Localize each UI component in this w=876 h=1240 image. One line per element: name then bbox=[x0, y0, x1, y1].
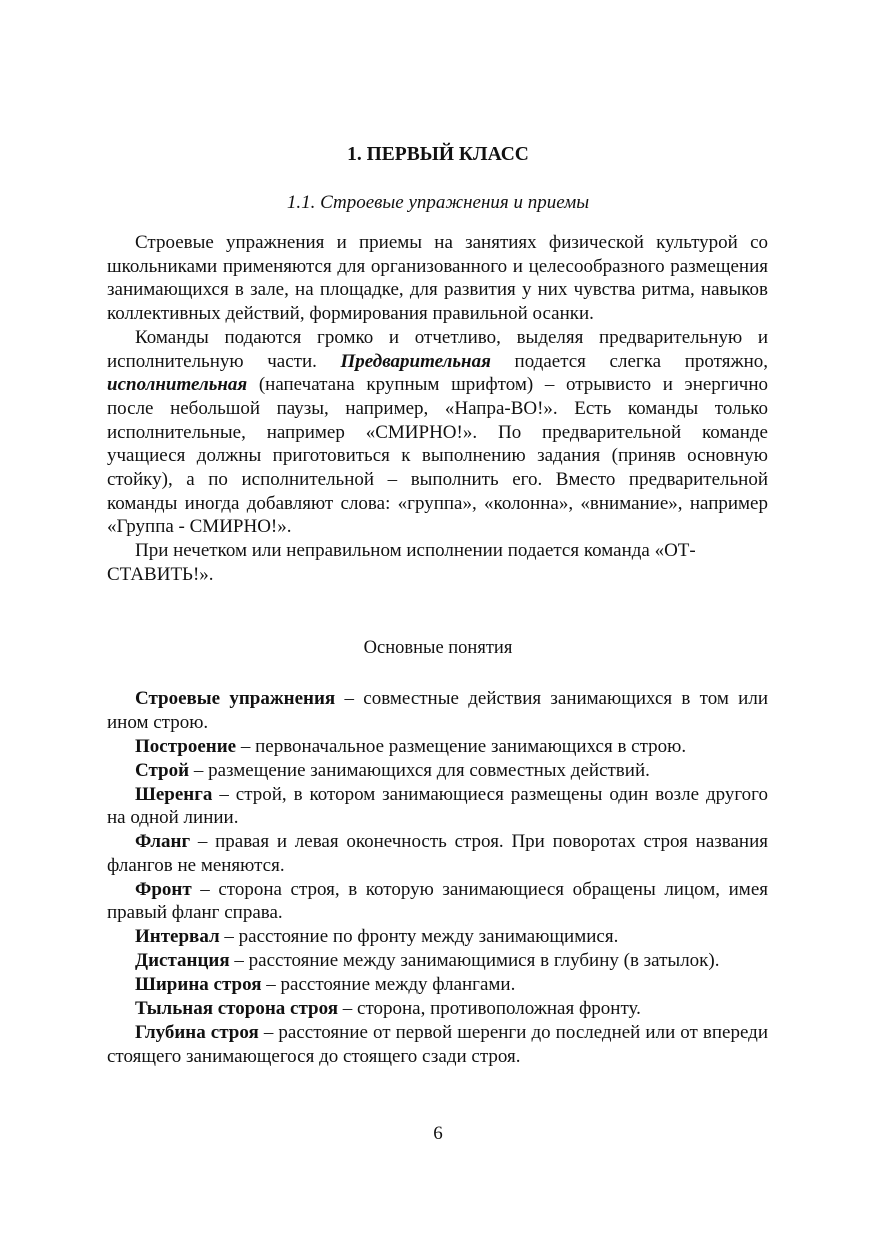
definition-item bbox=[107, 949, 768, 973]
definition-item bbox=[107, 997, 768, 1021]
definition-text: – совместные действия занимающихся в том или ином строю. bbox=[107, 688, 768, 733]
definition-term: Фронт bbox=[135, 878, 192, 900]
paragraph-2-part-e: (напечатана крупным шрифтом) – отрывисто и энергично после небольшой паузы, например, «Напра-ВО!». Есть команды только исполнительные, например «СМИРНО!». По предварительной команде учащиеся должны приготовиться к выполнению задания (приняв основную стойку), а по исполнительной – выполнить его. Вместо предварительной команды иногда добавляют слова: «группа», «колонна», «внимание», например «Группа - СМИРНО!». bbox=[107, 374, 768, 538]
page-number: 6 bbox=[433, 1123, 443, 1144]
term-preliminary: Предварительная bbox=[340, 350, 491, 372]
definition-term: Ширина строя bbox=[135, 974, 262, 995]
definition-text: – расстояние между занимающимися в глубину (в затылок). bbox=[229, 950, 720, 971]
paragraph-3: При нечетком или неправильном исполнении подается команда «ОТСТАВИТЬ!». bbox=[107, 540, 696, 585]
definition-text: – расстояние от первой шеренги до последней или от впереди стоящего занимающегося до стоящего сзади строя. bbox=[107, 1022, 768, 1067]
definition-term: Глубина строя bbox=[135, 1022, 259, 1043]
definition-item bbox=[107, 878, 768, 925]
definition-text: – размещение занимающихся для совместных действий. bbox=[189, 759, 650, 781]
definition-term: Шеренга bbox=[135, 783, 213, 805]
definition-item bbox=[107, 783, 768, 830]
section-subheading: 1.1. Строевые упражнения и приемы bbox=[286, 192, 590, 213]
definition-item bbox=[107, 830, 768, 877]
paragraph-2 bbox=[107, 326, 768, 539]
definition-term: Строй bbox=[135, 759, 190, 781]
definition-term: Строевые упражнения bbox=[135, 688, 336, 709]
concepts-title: Основные понятия bbox=[363, 638, 513, 658]
definition-item bbox=[107, 973, 768, 997]
paragraph-2-part-c: подается слегка протяжно, bbox=[490, 350, 768, 372]
definition-item bbox=[107, 759, 768, 783]
definition-term: Тыльная сторона строя bbox=[135, 998, 339, 1019]
definition-term: Интервал bbox=[135, 926, 220, 947]
paragraph-1: Строевые упражнения и приемы на занятиях физической культурой со школьниками применяются для организованного и целесообразного размещения занимающихся в зале, на площадке, для развития у них чувства ритма, навыков коллективных действий, формирования правильной осанки. bbox=[107, 232, 768, 325]
definition-term: Фланг bbox=[135, 831, 191, 852]
definition-term: Построение bbox=[135, 735, 237, 757]
paragraph-2-part-a: Команды подаются громко и отчетливо, выделяя предварительную и исполнительную части. bbox=[107, 326, 768, 372]
definition-item bbox=[107, 735, 768, 759]
definition-item bbox=[107, 687, 768, 734]
definition-text: – первоначальное размещение занимающихся в строю. bbox=[236, 735, 687, 757]
definition-text: – сторона строя, в которую занимающиеся обращены лицом, имея правый фланг справа. bbox=[107, 878, 768, 923]
definition-item bbox=[107, 1021, 768, 1068]
chapter-heading: 1. ПЕРВЫЙ КЛАСС bbox=[347, 144, 529, 165]
definition-term: Дистанция bbox=[135, 950, 230, 971]
definitions-list bbox=[107, 687, 768, 1069]
definition-text: – сторона, противоположная фронту. bbox=[338, 998, 641, 1019]
definition-text: – расстояние между флангами. bbox=[261, 974, 516, 995]
definition-text: – расстояние по фронту между занимающимися. bbox=[219, 926, 619, 947]
definition-item bbox=[107, 925, 768, 949]
term-executive: исполнительная bbox=[107, 374, 248, 396]
definition-text: – строй, в котором занимающиеся размещены один возле другого на одной линии. bbox=[107, 783, 768, 828]
intro-text bbox=[107, 231, 768, 587]
definition-text: – правая и левая оконечность строя. При поворотах строя названия флангов не меняются. bbox=[107, 831, 768, 876]
